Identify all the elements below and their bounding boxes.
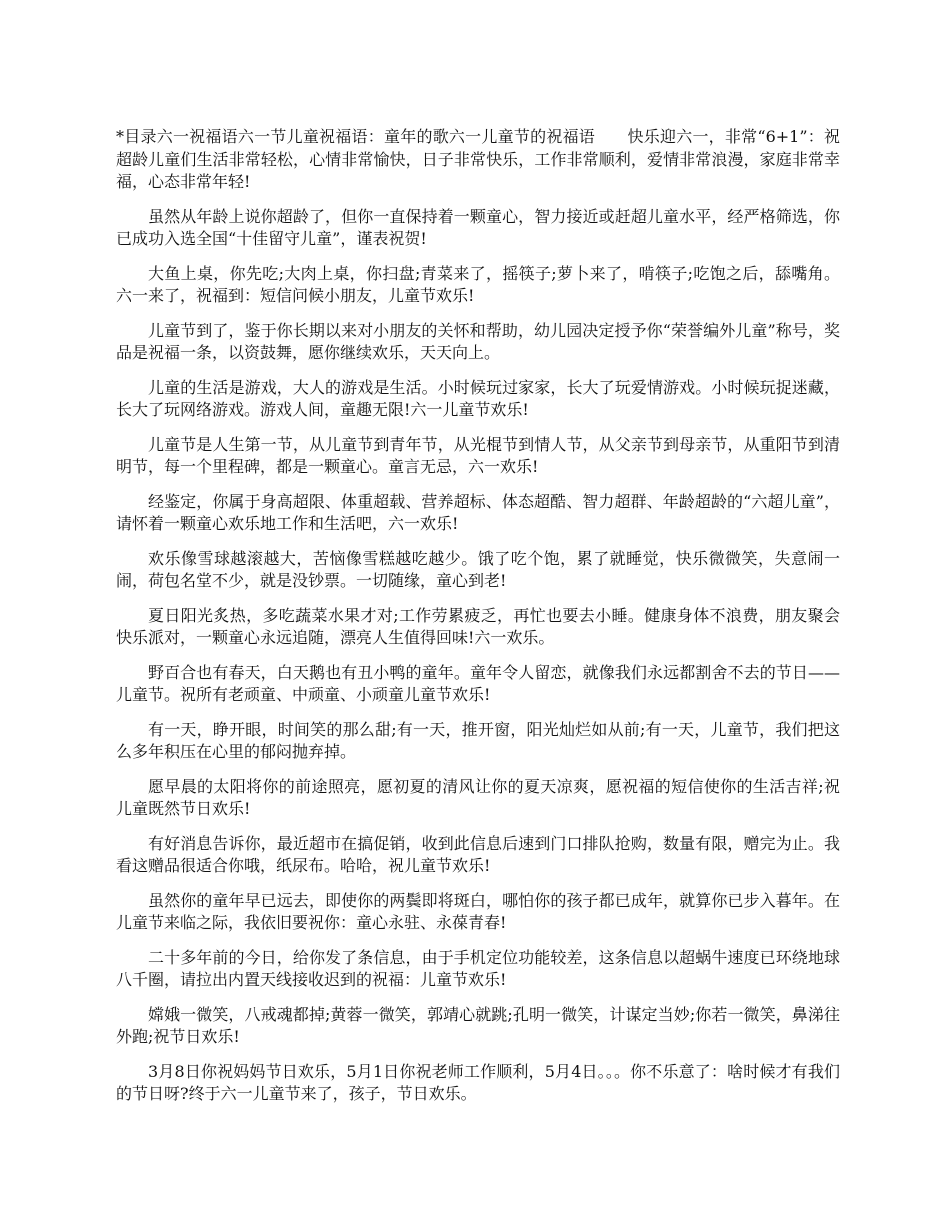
intro-paragraph: *目录六一祝福语六一节儿童祝福语：童年的歌六一儿童节的祝福语 快乐迎六一，非常“6+1”：祝超龄儿童们生活非常轻松，心情非常愉快，日子非常快乐，工作非常顺利，爱情非常浪漫，家庭非常幸福，心态非常年轻! bbox=[116, 127, 840, 191]
paragraph: 虽然从年龄上说你超龄了，但你一直保持着一颗童心，智力接近或赶超儿童水平，经严格筛选，你已成功入选全国“十佳留守儿童”，谨表祝贺! bbox=[116, 206, 840, 248]
paragraph: 夏日阳光炙热，多吃蔬菜水果才对;工作劳累疲乏，再忙也要去小睡。健康身体不浪费，朋友聚会快乐派对，一颗童心永远追随，漂亮人生值得回味!六一欢乐。 bbox=[116, 605, 840, 647]
document-body bbox=[116, 126, 840, 1118]
paragraph: 经鉴定，你属于身高超限、体重超载、营养超标、体态超酷、智力超群、年龄超龄的“六超儿童”，请怀着一颗童心欢乐地工作和生活吧，六一欢乐! bbox=[116, 491, 840, 533]
paragraph: 儿童的生活是游戏，大人的游戏是生活。小时候玩过家家，长大了玩爱情游戏。小时候玩捉迷藏，长大了玩网络游戏。游戏人间，童趣无限!六一儿童节欢乐! bbox=[116, 377, 840, 419]
paragraph: 二十多年前的今日，给你发了条信息，由于手机定位功能较差，这条信息以超蜗牛速度已环绕地球八千圈，请拉出内置天线接收迟到的祝福：儿童节欢乐! bbox=[116, 947, 840, 989]
paragraph: 虽然你的童年早已远去，即使你的两鬓即将斑白，哪怕你的孩子都已成年，就算你已步入暮年。在儿童节来临之际，我依旧要祝你：童心永驻、永葆青春! bbox=[116, 890, 840, 932]
paragraph: 有好消息告诉你，最近超市在搞促销，收到此信息后速到门口排队抢购，数量有限，赠完为止。我看这赠品很适合你哦，纸尿布。哈哈，祝儿童节欢乐! bbox=[116, 833, 840, 875]
paragraph: 大鱼上桌，你先吃;大肉上桌，你扫盘;青菜来了，摇筷子;萝卜来了，啃筷子;吃饱之后，舔嘴角。六一来了，祝福到：短信问候小朋友，儿童节欢乐! bbox=[116, 263, 840, 305]
paragraph: 儿童节是人生第一节，从儿童节到青年节，从光棍节到情人节，从父亲节到母亲节，从重阳节到清明节，每一个里程碑，都是一颗童心。童言无忌，六一欢乐! bbox=[116, 434, 840, 476]
paragraph: 愿早晨的太阳将你的前途照亮，愿初夏的清风让你的夏天凉爽，愿祝福的短信使你的生活吉祥;祝儿童既然节日欢乐! bbox=[116, 776, 840, 818]
paragraph: 嫦娥一微笑，八戒魂都掉;黄蓉一微笑，郭靖心就跳;孔明一微笑，计谋定当妙;你若一微笑，鼻涕往外跑;祝节日欢乐! bbox=[116, 1004, 840, 1046]
paragraph: 欢乐像雪球越滚越大，苦恼像雪糕越吃越少。饿了吃个饱，累了就睡觉，快乐微微笑，失意闹一闹，荷包名堂不少，就是没钞票。一切随缘，童心到老! bbox=[116, 548, 840, 590]
paragraph: 3月8日你祝妈妈节日欢乐，5月1日你祝老师工作顺利，5月4日。。。你不乐意了：啥时候才有我们的节日呀?终于六一儿童节来了，孩子，节日欢乐。 bbox=[116, 1061, 840, 1103]
paragraph: 儿童节到了，鉴于你长期以来对小朋友的关怀和帮助，幼儿园决定授予你“荣誉编外儿童”称号，奖品是祝福一条，以资鼓舞，愿你继续欢乐，天天向上。 bbox=[116, 320, 840, 362]
paragraph: 野百合也有春天，白天鹅也有丑小鸭的童年。童年令人留恋，就像我们永远都割舍不去的节日——儿童节。祝所有老顽童、中顽童、小顽童儿童节欢乐! bbox=[116, 662, 840, 704]
paragraph: 有一天，睁开眼，时间笑的那么甜;有一天，推开窗，阳光灿烂如从前;有一天，儿童节，我们把这么多年积压在心里的郁闷抛弃掉。 bbox=[116, 719, 840, 761]
